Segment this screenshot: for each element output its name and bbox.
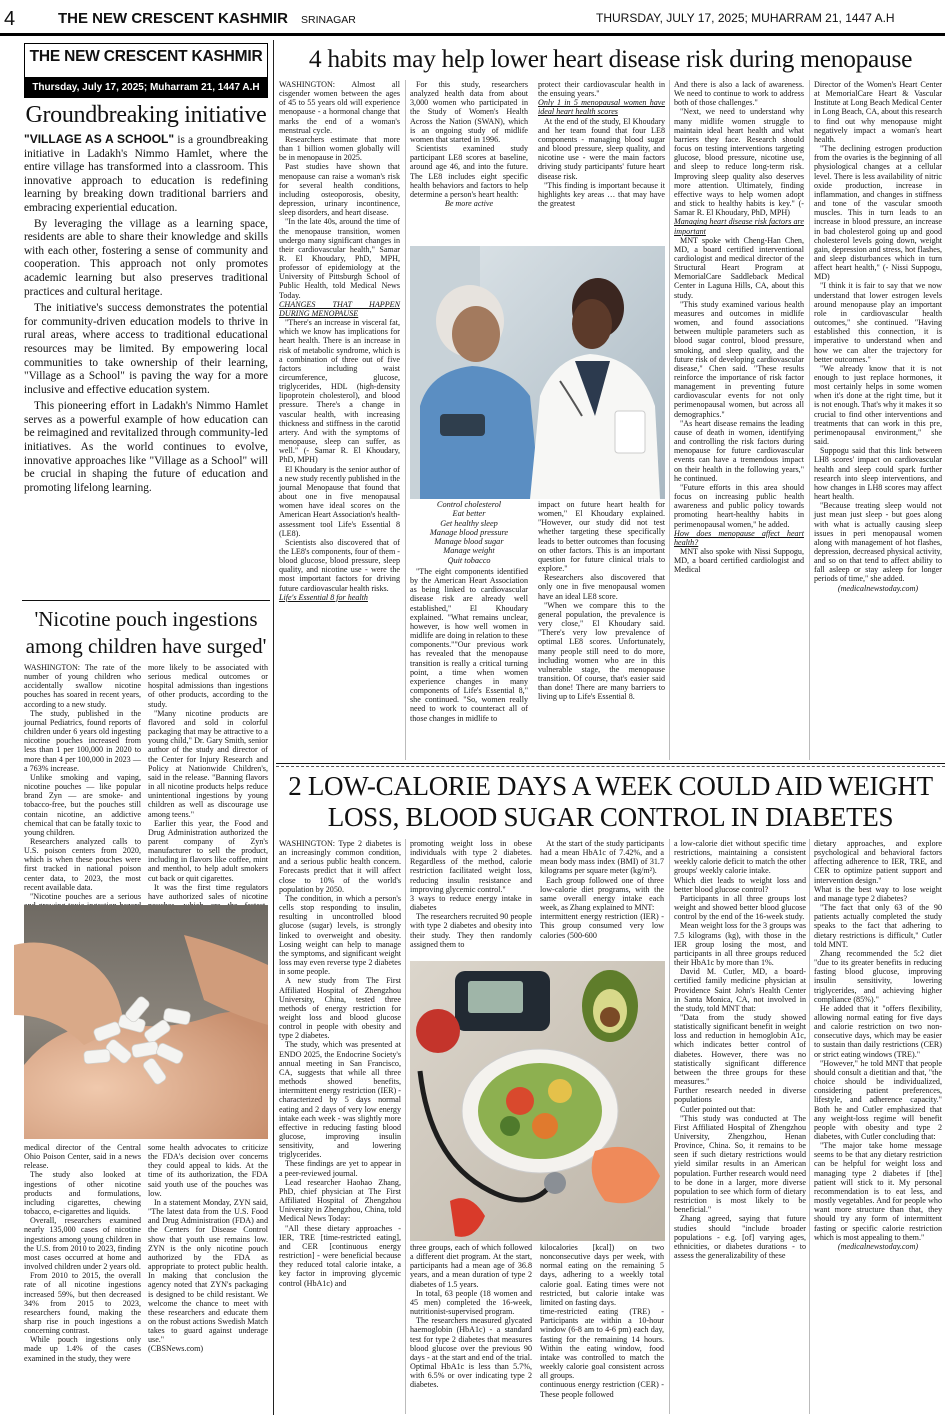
diabetes-col2-subhead: 3 ways to reduce energy intake in diabetes [410,893,532,913]
heart-list-item: Manage weight [443,546,495,556]
diabetes-col1-p6: "All these dietary approaches - IER, TRE [time-restricted eating], and CER [continuous energy restriction] - were beneficial because they reduced total calorie intake, a key factor in improving glycemic control (HbA1c) and [279,1223,401,1288]
diabetes-col3-p0: At the start of the study participants had a mean HbA1c of 7.42%, and a mean body mass index (BMI) of 31.7 kilograms per square meter (kg/m²). [540,839,664,876]
main-column-rule [273,40,274,1415]
heart-col1-subhead2: Life's Essential 8 for health [279,592,368,602]
heart-headline: 4 habits may help lower heart disease risk during menopause [308,44,913,73]
left-masthead-title: THE NEW CRESCENT KASHMIR [29,48,263,65]
heart-col1-subhead: CHANGES THAT HAPPEN DURING MENOPAUSE [279,299,400,318]
diabetes-col2-p4: In total, 63 people (18 women and 45 men) completed the 16-week, nutritionist-supervised program. [410,1288,532,1317]
nicotine-col1-p0: WASHINGTON: The rate of the number of young children who accidentally swallow nicotine pouches has soared in recent years, according to a new study. [24,663,141,709]
heart-col5-p4: Suppogu said that this link between LH8 scores' impact on cardiovascular health and sleep could spark further research into sleep interventions, and how changes in LH8 scores may affect heart health. [814,446,942,502]
heart-col4-p8: MNT also spoke with Nissi Suppogu, MD, a board certified cardiologist and Medical [674,546,804,575]
diabetes-col1-p1: The condition, in which a person's cells stop responding to insulin, resulting in uncontrolled blood glucose (sugar) levels, is strongly linked to overweight and obesity. Losing weight can help to manage the symptoms, and significant weight loss may even reverse type 2 diabetes in some people. [279,893,401,977]
heart-col1-p2: Past studies have shown that menopause can raise a woman's risk for several health conditions, including osteoporosis, obesity, depression, urinary incontinence, sleep disorders, and heart disease. [279,162,400,218]
heart-col1 [279,80,400,760]
nicotine-col1-p3: Researchers analyzed calls to U.S. poison centers from 2020, which is when these pouches were first tracked in national poison center data, to 2023, the most recent available data. [24,836,141,892]
village-p2: By leveraging the village as a learning space, residents are able to share their knowledge and skills with each other, fostering a sense of community and cooperation. This approach not only promotes academic learning but also preserves traditional practices and cultural heritage. [24,217,268,298]
heart-col4 [674,80,804,760]
heart-col2-p0: For this study, researchers analyzed health data from about 3,000 women who participated in the Study of Women's Health Across the Nation (SWAN), which is an ongoing study of midlife women that started in 1996. [410,80,528,144]
heart-col5-p5: "Because treating sleep would not just mean just sleep - but goes along with what is actually causing sleep issues in peri menopausal women along with management of hot flashes, depression, decreased physical activity, and so on that tend to affect ability to fall asleep or stay asleep for longer periods of time," she added. [814,501,942,584]
diabetes-col2-bottom [410,1243,532,1415]
heart-col5-p3: "We already know that it is not enough to just replace hormones, it most certainly helps in some women when it's done at the right time, but it is not enough. That's why it makes it so crucial to find other interventions and treatments that can work in this pre, perimenopausal environment," she said. [814,363,942,447]
heart-col4-subhead: Managing heart disease risk factors are important [674,217,804,236]
heart-list-item: Quit tobacco [447,555,491,565]
heart-col1-p5: "There's an increase in visceral fat, which we know has implications for heart health. There is an increase in risk of metabolic syndrome, which is a combination of three out of five factors including waist circumference, glucose, triglycerides, HDL (high-density lipoprotein cholesterol), and blood pressure. There's a change in vascular health, with increasing thickness and stiffness in the carotid artery. And with the symptoms of menopause, sleep can suffer, as well." (- Samar R. El Khoudary, PhD, MPH) [279,318,400,465]
healthy-food-photo [410,961,665,1241]
village-headline: Groundbreaking initiative [25,102,267,128]
column-rule [809,80,810,760]
heart-col3-p0: protect their cardiovascular health in the ensuing years." [538,80,665,99]
heart-col2-list-first: Be more active [444,199,494,209]
heart-col3-p3: "This finding is important because it highlights key areas … that may have the greatest [538,180,665,209]
diabetes-col5-p3: Zhang recommended the 5:2 diet "due to its greater benefits in reducing fasting blood glucose, improving insulin sensitivity, lowering triglycerides, and achieving higher compliance (85%)." [814,948,942,1004]
village-p4: This pioneering effort in Ladakh's Nimmo Hamlet serves as a powerful example of how education can be reimagined and revitalized through community-led initiatives. As the world continues to evolve, innovative approaches like "Village as a School" will be crucial in shaping the future of education and promoting lifelong learning. [24,400,268,494]
diabetes-col5-p5: "However," he told MNT that people should consult a dietitian and that, "the choice should be individualized, considering patient preferences, lifestyle, and adherence capacity." Both he and Cutler emphasized that any weight-loss regime will benefit people with obesity and type 2 diabetes, with Cutler concluding that: [814,1058,942,1141]
diabetes-col4 [674,839,806,1414]
section-rule [276,763,945,764]
heart-col5-p2: "I think it is fair to say that we now understand that lower estrogen levels around menopause play an important role in cardiovascular health outcomes," she continued. "Having established this connection, it is imperative to understand when and how we can alter the trajectory for better outcomes." [814,281,942,364]
heart-col1-p3: "In the late 40s, around the time of the menopause transition, women undergo many significant changes in their cardiovascular health," Samar R. El Khoudary, PhD, MPH, professor of epidemiology at the University of Pittsburgh School of Public Health, told Medical News Today. [279,217,400,300]
nicotine-col1b-p3: From 2010 to 2015, the overall rate of all nicotine ingestions increased 59%, but then decreased 34% from 2015 to 2023, researchers found, making the sharp rise in pouch ingestions a concerning contrast. [24,1271,141,1336]
diabetes-col4-subhead: Which diet leads to weight loss and better blood glucose control? [674,875,806,894]
diabetes-col2-p2: The researchers recruited 90 people with type 2 diabetes and obesity into their study. They then randomly assigned them to [410,912,532,949]
nicotine-col1 [24,663,141,903]
heart-list-item: Get healthy sleep [440,518,498,528]
heart-list-item: Manage blood pressure [429,527,509,537]
heart-col2-p1: Scientists examined study participant LE8 scores at baseline, around age 46, and into the future. The LE8 includes eight specific health behaviors and factors to help determine a person's heart health: [410,144,528,199]
nicotine-col2-p2: Earlier this year, the Food and Drug Administration authorized the parent company of Zyn's manufacturer to sell the product, including in flavors like coffee, mint and menthol, to help adult smokers cut back or quit cigarettes. [148,818,268,883]
diabetes-col5-p0: dietary approaches, and explore psychological and behavioral factors affecting adherence to IER, TRE, and CER to optimize patient support and intervention design." [814,839,942,885]
heart-col5-p1: "The declining estrogen production from the ovaries is the beginning of all physiological changes at a cellular level. There is less availability of nitric oxide production, increase in inflammation, and changes in stiffness and tone of the vascular smooth muscles. This in turn leads to an increase in blood pressure, an increase in bad cholesterol going up and good cholesterol levels going down, weight gain, depression and stress, hot flashes, and sleep disturbances which in turn affect heart health," (- Nissi Suppogu, MD) [814,144,942,282]
diabetes-col2-p3: three groups, each of which followed a different diet program. At the start, participants had a mean age of 36.8 years, and a mean duration of type 2 diabetes of 1.5 years. [410,1243,532,1289]
heart-col4-p5: "As heart disease remains the leading cause of death in women, identifying and controlling the risk factors during menopause for future cardiovascular events can have a tremendous impact on their health in the following years," he continued. [674,418,804,483]
nicotine-col1b-p2: Overall, researchers examined nearly 135,000 cases of nicotine ingestions among young children in the U.S. from 2010 to 2023, finding most cases occurred at home and involved children under 2 years old. [24,1216,141,1272]
diabetes-col3-p4: time-restricted eating (TRE) - Participants ate within a 10-hour window (6-8 am to 4-6 pm) each day, fasting for the remaining 14 hours. Within the eating window, food intake was controlled to match the weekly calorie goal consistent across all groups. [540,1307,664,1381]
nicotine-col1b-p0: medical director of the Central Ohio Poison Center, said in a news release. [24,1143,141,1171]
diabetes-col4-p9: Zhang agreed, saying that future studies should "include broader populations - e.g. [of] varying ages, ethnicities, or diabetes durations - to assess the generalizability of these [674,1214,806,1261]
diabetes-col1-p4: These findings are yet to appear in a peer-reviewed journal. [279,1159,401,1178]
diabetes-col5-subhead: What is the best way to lose weight and manage type 2 diabetes? [814,884,942,903]
heart-col1-p6: El Khoudary is the senior author of a new study recently published in the journal Menopause that found that about one in five menopausal women have ideal scores on the American Heart Association's health-assessment tool Life's Essential 8 (LE8). [279,464,400,538]
diabetes-col5-p4: He added that it "offers flexibility, allowing normal eating for five days and calorie restriction on two non-consecutive days, which may be easier to sustain than daily restrictions (CER) or strict eating windows (TRE)." [814,1003,942,1059]
diabetes-col3-p1: Each group followed one of three low-calorie diet programs, with the same overall energy intake each week, as Zhang explained to MNT: [540,875,664,913]
nicotine-col2-p3: It was the first time regulators have authorized sales of nicotine [148,882,268,901]
left-divider [22,600,270,601]
nicotine-col2-p1: "Many nicotine products are flavored and sold in colorful packaging that may be attractive to a young child," Dr. Gary Smith, senior author of the study and director of the Center for Injury Research and Policy at Nationwide Children's, said in the release. "Banning flavors in all nicotine products helps reduce unintentional ingestions by young children as well as discourage use among teens." [148,708,268,819]
diabetes-col2-p5: The researchers measured glycated haemoglobin (HbA1c) - a standard test for type 2 diabetes that measures blood glucose over the previous 90 days - at the start and end of the trial. Optimal HbA1c is less than 5.7%, with 6.5% or over indicating type 2 diabetes. [410,1316,532,1390]
nicotine-col1b-p4: While pouch ingestions only made up 1.4% of the cases examined in the study, they were [24,1335,141,1363]
diabetes-col3-p5: continuous energy restriction (CER) - These people followed [540,1380,664,1399]
diabetes-col5-p2: "The fact that only 63 of the 90 patients actually completed the study speaks to the fact that adhering to dietary restrictions is difficult," Cutler told MNT. [814,903,942,949]
nicotine-col2-p0: more likely to be associated with serious medical outcomes or hospital admissions than ingestions of other products, according to the study. [148,663,268,709]
village-p1: is a groundbreaking initiative in Ladakh's Nimmo Hamlet, where the entire village has transformed into a classroom. This innovative approach to education is redefining learning by breaking down traditional barriers and embracing experiential education. [24,134,268,214]
heart-col4-p3: MNT spoke with Cheng-Han Chen, MD, a board certified interventional cardiologist and medical director of the Structural Heart Program at MemorialCare Saddleback Medical Center in Laguna Hills, CA, about this study. [674,235,804,300]
heart-col3-p4: impact on future heart health for women," El Khoudary explained. "However, our study did not test whether targeting these specifically leads to better outcomes than focusing on other factors. This is an important question for future clinical trials to explore." [538,500,665,574]
heart-col3-p6: "When we compare this to the general population, the prevalence is very close," El Khoudary said. "There's very low prevalence of optimal LE8 scores. Unfortunately, many people still need to do more, including women who are in this vulnerable stage, the menopause transition. Of course, that's easier said than done! There are many barriers to living up to Life's Essential 8. [538,600,665,702]
heart-col2-bottom [410,567,528,760]
diabetes-headline [276,771,945,833]
heart-col3-p2: At the end of the study, El Khoudary and her team found that four LE8 components - managing blood sugar and blood pressure, sleep quality, and nicotine use - were the main factors driving study participants' future heart disease risk. [538,116,665,181]
header-masthead: THE NEW CRESCENT KASHMIR [58,10,289,27]
column-rule [809,839,810,1414]
diabetes-col1-p0: WASHINGTON: Type 2 diabetes is an increasingly common condition, and a serious public health concern. Forecasts predict that it will affect close to 10% of the world's population by 2050. [279,839,401,894]
left-masthead-date: Thursday, July 17, 2025; Muharram 21, 1447 A.H [25,77,267,98]
heart-col2-p3: "The eight components identified by the American Heart Association as being linked to cardiovascular disease risk are already well established," El Khoudary explained. "What remains unclear, however, is how well women in midlife are doing in relation to these components.""Our previous work has revealed that the menopause transition is really a critical turning point, a time when women experience changes in many components of Life's Essential 8," she continued. "So, women really need to work to counteract all of those changes in midlife to [410,567,528,723]
heart-list [410,500,528,565]
heart-list-item: Manage blood sugar [434,537,504,547]
diabetes-col5 [814,839,942,1414]
diabetes-col3-p2: intermittent energy restriction (IER) - This group consumed very low calories (500-600 [540,912,664,940]
nicotine-pouches-photo [24,905,268,1139]
village-body [24,133,268,495]
diabetes-col3-bottom [540,1243,664,1415]
village-p3: The initiative's success demonstrates the potential for community-driven education models to thrive in rural areas, where access to traditional educational resources may be limited. By empowering local communities to take ownership of their learning, "Village as a School" is paving the way for a more inclusive and effective education system. [24,302,268,396]
heart-col4-p1: "Next, we need to understand why many midlife women struggle to maintain ideal heart health and what barriers they face. Research should focus on testing interventions targeting glucose, blood pressure, nicotine use, and sleep to reduce long-term risk. Improving sleep quality also deserves more attention. Ultimately, finding effective ways to help women adopt and stick to healthy habits is key." (- Samar R. El Khoudary, PhD, MPH) [674,107,804,218]
heart-col3-bottom [538,500,665,760]
diabetes-col4-p3: Mean weight loss for the 3 groups was 7.5 kilograms (kg), with those in the IER group losing the most, and participants in all three groups reduced their HbA1c by more than 1%. [674,921,806,968]
heart-col1-p0: WASHINGTON: Almost all cisgender women between the ages of 45 to 55 years old will experience menopause - a hormonal change that marks the end of a woman's menstrual cycle. [279,80,400,135]
diabetes-col1-p3: The study, which was presented at ENDO 2025, the Endocrine Society's annual meeting in San Francisco, CA, suggests that while all three methods showed benefits, intermittent energy restriction (IER) - characterized by 5 days normal eating and 2 days of very low energy intake each week - was slightly more effective in reducing fasting blood glucose, improving insulin sensitivity, and lowering triglycerides. [279,1040,401,1160]
diabetes-col4-p7: Cutler pointed out that: [680,1104,756,1114]
diabetes-col1-p5: Lead researcher Haohao Zhang, PhD, chief physician at The First Affiliated Hospital of Zhengzhou University in Zhengzhou, China, told Medical News Today: [279,1177,401,1224]
heart-photo [410,246,665,499]
heart-col3-top [538,80,665,245]
diabetes-col1-p2: A new study from The First Affiliated Hospital of Zhengzhou University, China, tested three methods of energy restriction for weight loss and blood glucose control in people with obesity and type 2 diabetes. [279,976,401,1041]
heart-source: (medicalnewstoday.com) [837,583,919,593]
column-rule [405,839,406,1414]
column-rule [405,80,406,760]
nicotine-col1-p2: Unlike smoking and vaping, nicotine pouches — like popular brand Zyn — are smoke- and tobacco-free, but the pouches still contain nicotine, an addictive chemical that can be fatally toxic to young children. [24,772,141,837]
nicotine-col2b [148,1143,268,1413]
diabetes-col3-top [540,839,664,959]
diabetes-col4-p4: David M. Cutler, MD, a board-certified family medicine physician at Providence Saint John's Health Center in Santa Monica, CA, not involved in the study, told MNT that: [674,967,806,1013]
diabetes-col3-p3: kilocalories [kcal]) on two nonconsecutive days per week, with normal eating on the remaining 5 days, adhering to a weekly total calorie goal. Eating times were not restricted, but calorie intake was limited on fasting days. [540,1243,664,1307]
heart-col5-p0: Director of the Women's Heart Center at MemorialCare Heart & Vascular Institute at Long Beach Medical Center in Long Beach, CA, about this research to find out why menopause might negatively impact a woman's heart health. [814,80,942,144]
section-rule-dots [276,766,945,767]
nicotine-headline-line2: among children have surged' [25,634,267,658]
heart-col4-p0: And there is also a lack of awareness. We need to continue to work to address both of those challenges." [674,80,804,108]
column-rule [669,80,670,760]
nicotine-col2b-p0: some health advocates to criticize the FDA's decision over concerns they could appeal to kids. At the time of its authorization, the FDA said youth use of the pouches was low. [148,1143,268,1198]
nicotine-col2 [148,663,268,903]
column-rule [669,839,670,1414]
diabetes-headline-line2: LOSS, BLOOD SUGAR CONTROL IN DIABETES [327,802,894,832]
header-rule [0,33,945,36]
heart-col5 [814,80,942,760]
heart-col1-p1: Researchers estimate that more than 1 billion women globally will be in menopause in 2025. [279,134,400,163]
diabetes-col4-subhead2: Further research needed in diverse populations [674,1086,806,1105]
nicotine-col1b [24,1143,141,1413]
nicotine-col1b-p1: The study also looked at ingestions of other nicotine products and formulations, including cigarettes, chewing tobacco, e-cigarettes and liquids. [24,1170,141,1217]
header-city: SRINAGAR [301,14,356,26]
diabetes-col2-p0: promoting weight loss in obese individuals with type 2 diabetes. Regardless of the method, calorie restriction facilitated weight loss, reducing insulin resistance and improving glycemic control." [410,839,532,894]
nicotine-col2b-p1: In a statement Monday, ZYN said, "The latest data from the U.S. Food and Drug Administration (FDA) and the Centers for Disease Control show that youth use remains low. ZYN is the only nicotine pouch authorized by the FDA as appropriate to protect public health. In making that conclusion the agency noted that ZYN's packaging is designed to be child resistant. We welcome the chance to meet with these researchers and educate them on the robust actions Swedish Match takes to guard against underage use." [148,1197,268,1345]
diabetes-col4-p5: "Data from the study showed statistically significant benefit in weight loss and reduction in hemoglobin A1c, which indicates better control of diabetes. However, there was no statistically significant difference between the three groups for these measures." [674,1012,806,1087]
diabetes-col5-p6: "The major take home message seems to be that any dietary restriction can be helpful for weight loss and managing type 2 diabetes if [the] patient will stick to it. My personal recommendation is to eat less, and mostly vegetables. And for people who want more structure than that, they should try any form of intermittent fasting or specific calorie restriction which is most appealing to them." [814,1141,942,1242]
heart-col4-p6: "Future efforts in this area should focus on increasing public health awareness and public policy towards promoting heart-healthy habits in perimenopausal women," he added. [674,482,804,529]
nicotine-col1-p1: The study, published in the journal Pediatrics, found reports of children under 6 years old ingesting nicotine pouches increased from less than 1 per 100,000 in 2020 to more than 4 per 100,000 in 2023 — a 763% increase. [24,708,141,773]
diabetes-headline-line1: 2 LOW-CALORIE DAYS A WEEK COULD AID WEIGHT [288,771,933,801]
diabetes-col4-p8: "This study was conducted at The First Affiliated Hospital of Zhengzhou University, Zhengzhou, Henan Province, China. So, it remains to be seen if such dietary restrictions would yield similar results in an American population. Further research would need to be done in a larger, more diverse population to see which form of dietary restriction is most likely to be beneficial." [674,1113,806,1215]
diabetes-col4-p0: a low-calorie diet without specific time restrictions, maintaining a consistent weekly calorie deficit to match the other groups' weekly calorie intake. [674,839,806,876]
heart-col2-top [410,80,528,245]
left-masthead-box [24,43,268,98]
diabetes-col4-p2: Participants in all three groups lost weight and showed better blood glucose control by the end of the 16-week study. [674,893,806,922]
page-number: 4 [4,8,16,30]
heart-col4-p4: "This study examined various health measures and outcomes in midlife women, and found associations between multiple parameters such as blood sugar control, blood pressure, smoking, and sleep quality, and the future risk of developing cardiovascular disease," Chen said. "These results reinforce the importance of risk factor management in preventing future cardiovascular events for not only perimenopausal women, but across all demographics." [674,299,804,419]
heart-list-item: Eat better [452,509,486,519]
heart-list-item: Control cholesterol [436,500,502,509]
nicotine-col1-p4: "Nicotine pouches are a serious [30,891,141,901]
diabetes-source: (medicalnewstoday.com) [837,1241,919,1251]
header-dateline: THURSDAY, JULY 17, 2025; MUHARRAM 21, 1447 A.H [596,11,895,25]
diabetes-col2-top [410,839,532,959]
village-lead: "VILLAGE AS A SCHOOL" [24,132,175,146]
heart-col3-subhead: Only 1 in 5 menopausal women have ideal heart health scores [538,98,665,117]
diabetes-col1 [279,839,401,1414]
nicotine-col2b-p2: (CBSNews.com) [148,1344,204,1354]
nicotine-headline [24,606,268,660]
heart-col3-p5: Researchers also discovered that only one in five menopausal women have an ideal LE8 score. [538,573,665,601]
heart-col4-subhead2: How does menopause affect heart health? [674,528,804,547]
nicotine-headline-line1: 'Nicotine pouch ingestions [34,607,258,631]
heart-col1-p7: Scientists also discovered that of the LE8's components, four of them - blood glucose, blood pressure, sleep quality, and nicotine use - were the most important factors for driving future cardiovascular health risks. [279,537,400,593]
